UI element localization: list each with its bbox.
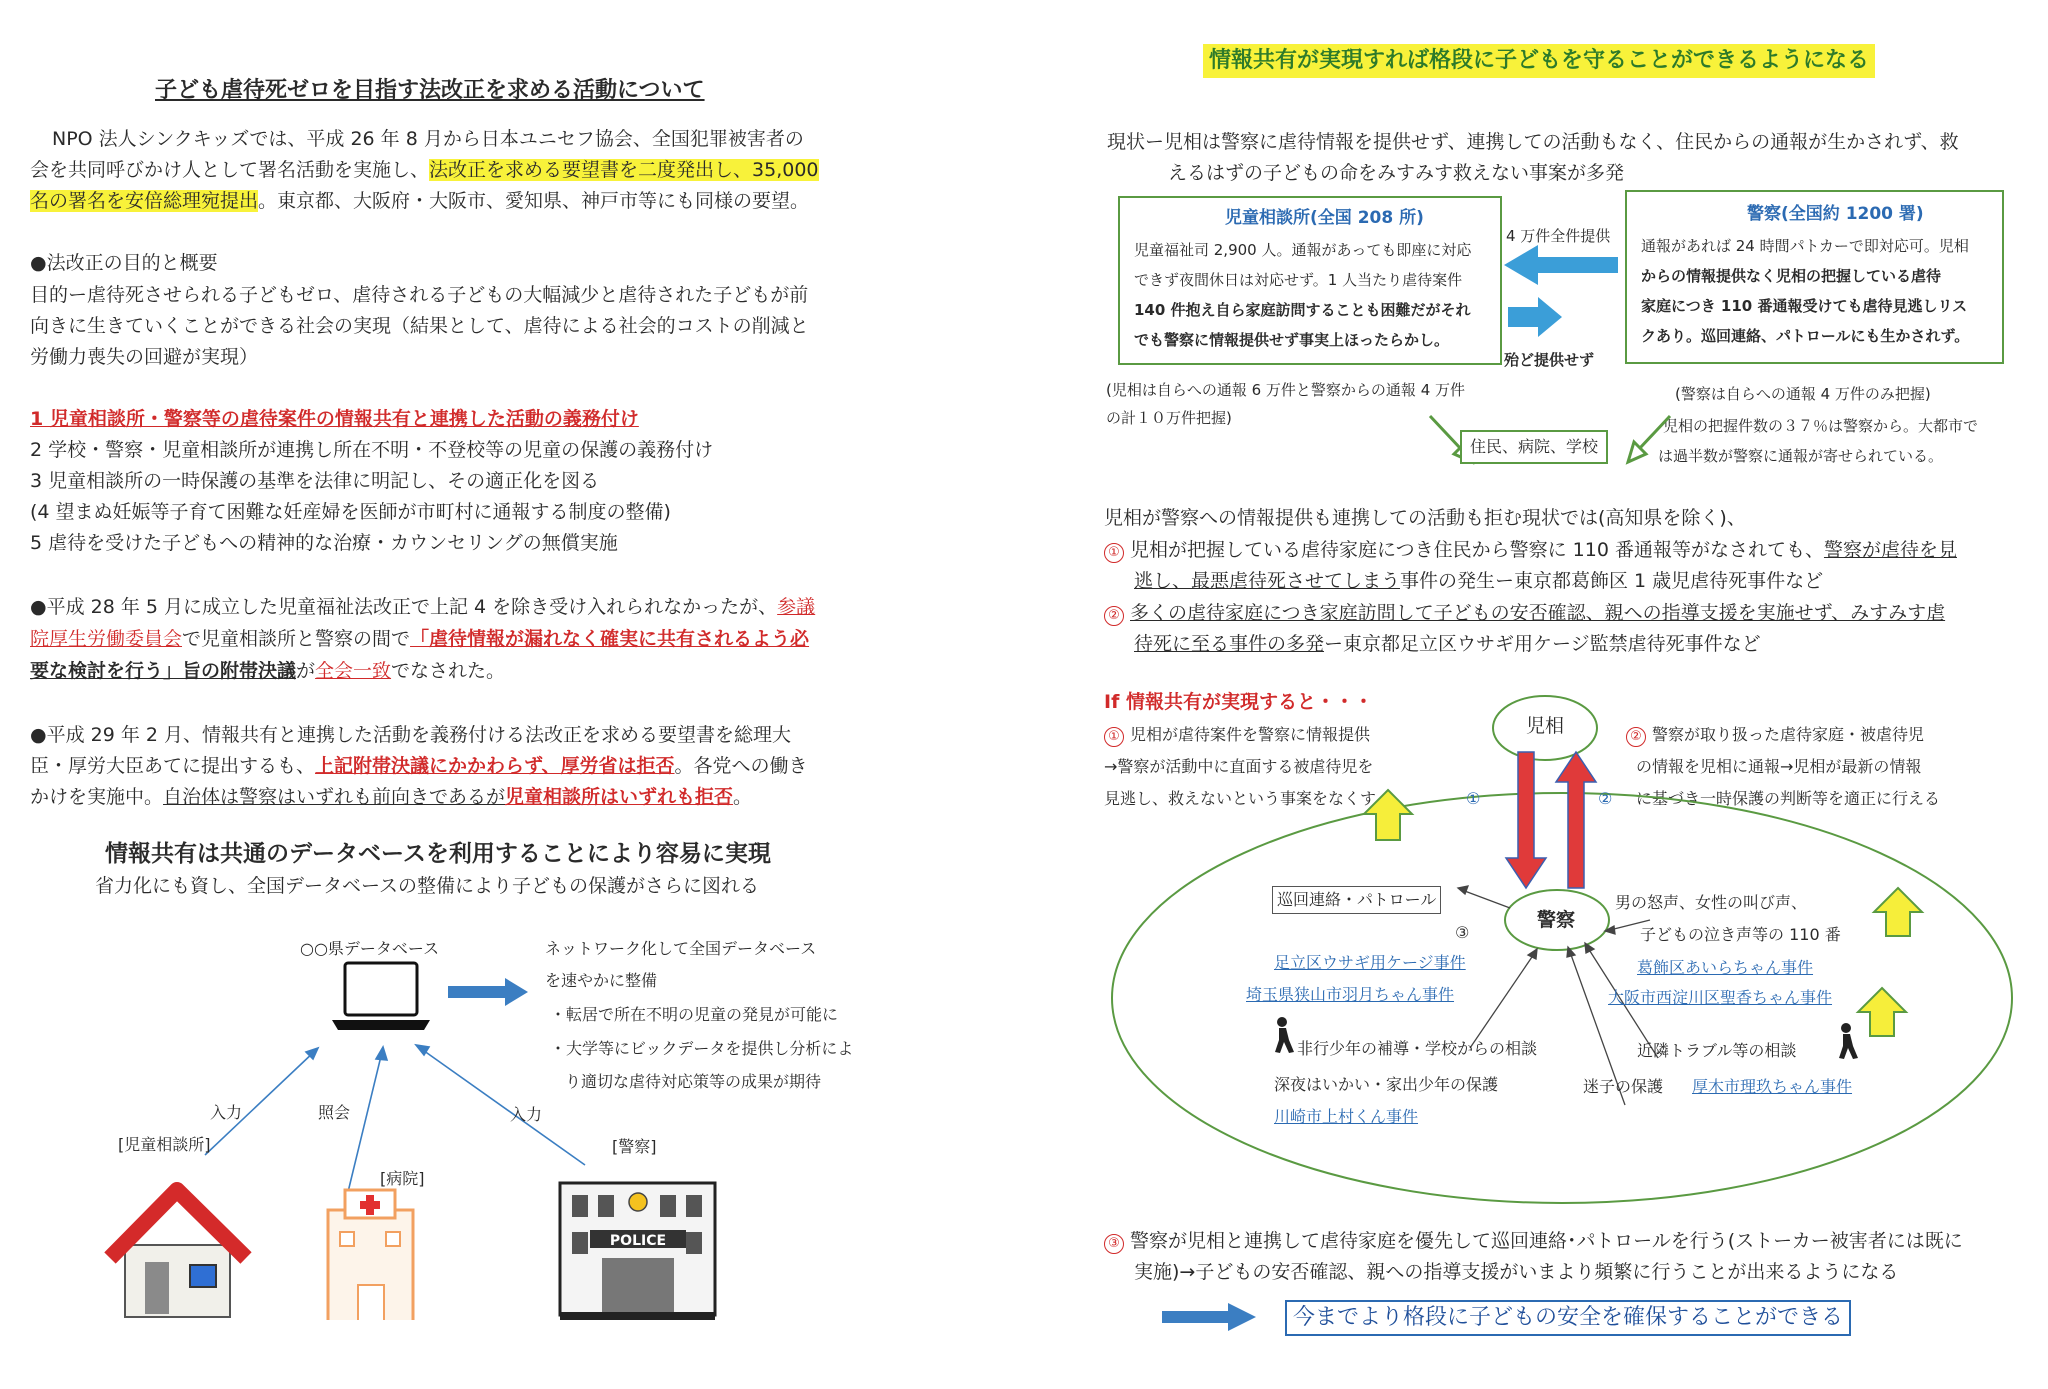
h28-line-1	[30, 592, 815, 623]
police-label: [警察]	[612, 1137, 657, 1156]
neighbor-text: 近隣トラブル等の相談	[1637, 1041, 1797, 1060]
purpose-line-3: 労働力喪失の回避が実現）	[30, 346, 259, 368]
hospital-icon	[328, 1190, 413, 1320]
case-1-emph-2: 逃し、最悪虐待死させてしまう	[1134, 570, 1401, 592]
bottom-line-1	[1104, 1226, 1963, 1257]
h28-red: 参議	[777, 596, 816, 618]
h28-ga: が	[296, 660, 316, 682]
right-arrow-icon	[1508, 297, 1562, 337]
case-2-line-1	[1104, 598, 1945, 629]
intro-line-3b: 。東京都、大阪府・大阪市、愛知県、神戸市等にも同様の要望。	[258, 190, 810, 212]
intro-line-2a: 会を共同呼びかけ人として署名活動を実施し、	[30, 159, 430, 181]
h28-resolution: 「虐待情報が漏れなく確実に共有されるよう必	[410, 628, 810, 650]
h29-text: 臣・厚労大臣あてに提出するも、	[30, 755, 316, 777]
voices-line-2: 子どもの泣き声等の 110 番	[1640, 925, 1841, 944]
jidou-box-line-2: できず夜間休日は対応せず。1 人当たり虐待案件	[1134, 271, 1463, 289]
input-label-2: 入力	[510, 1105, 543, 1124]
h28-line-2	[30, 624, 809, 655]
item-4: (4 望まぬ妊娠等子育て困難な妊産婦を医師が市町村に通報する制度の整備)	[30, 501, 671, 523]
item-2: 2 学校・警察・児童相談所が連携し所在不明・不登校等の児童の保護の義務付け	[30, 439, 714, 461]
network-line-2: を速やかに整備	[545, 971, 658, 990]
network-bullet-2: ・大学等にビックデータを提供し分析によ	[550, 1039, 854, 1058]
db-subtitle: 省力化にも資し、全国データベースの整備により子どもの保護がさらに図れる	[95, 875, 760, 897]
hospital-label: [病院]	[380, 1169, 425, 1188]
h28-line-3	[30, 656, 505, 687]
info-sharing-diagram	[1090, 690, 2030, 1230]
residents-box: 住民、病院、学校	[1460, 430, 1608, 464]
case-1-line-2	[1134, 566, 1823, 597]
house-icon	[110, 1190, 246, 1317]
blue-right-arrow-icon	[1162, 1303, 1256, 1331]
delinquent-text: 非行少年の補導・学校からの相談	[1297, 1039, 1538, 1058]
down-red-arrow-icon	[1506, 752, 1546, 888]
case-1-emph: 警察が虐待を見	[1823, 539, 1957, 561]
refusal-text: 児相が警察への情報提供も連携しての活動も拒む現状では(高知県を除く)、	[1104, 507, 1746, 529]
police-box-line-2: からの情報提供なく児相の把握している虐待	[1641, 267, 1942, 285]
intro-highlight-2: 名の署名を安倍総理宛提出	[30, 190, 259, 212]
network-bullet-1: ・転居で所在不明の児童の発見が可能に	[550, 1005, 839, 1024]
if-1-text: 児相が虐待案件を警察に情報提供	[1130, 725, 1371, 744]
case-sayama: 埼玉県狭山市羽月ちゃん事件	[1246, 985, 1455, 1004]
intro-highlight-1: 法改正を求める要望書を二度発出し、35,000	[429, 159, 819, 181]
yellow-arrow-icon-2	[1874, 888, 1922, 936]
case-1-text-2: 事件の発生ー東京都葛飾区 1 歳児虐待死事件など	[1400, 570, 1824, 592]
if-2-line-2: の情報を児相に通報→児相が最新の情報	[1636, 757, 1922, 776]
h28-text: ●平成 28 年 5 月に成立した児童福祉法改正で上記 4 を除き受け入れられなかったが、	[30, 596, 778, 618]
h29-local: 自治体は警察はいずれも前向きであるが	[163, 786, 506, 808]
network-arrow-icon	[448, 978, 528, 1006]
h28-text-2: で児童相談所と警察の間で	[182, 628, 411, 650]
network-line-1: ネットワーク化して全国データベース	[545, 939, 817, 958]
item-5: 5 虐待を受けた子どもへの精神的な治療・カウンセリングの無償実施	[30, 532, 618, 554]
walking-person-icon-2	[1839, 1023, 1858, 1059]
laptop-icon	[332, 963, 430, 1030]
case-2-line-2	[1134, 629, 1761, 660]
if-2-text: 警察が取り扱った虐待家庭・被虐待児	[1652, 725, 1925, 744]
h29-line-3	[30, 782, 752, 813]
jidou-label: [児童相談所]	[118, 1135, 211, 1154]
if-1-line-3: 見逃し、救えないという事案をなくす	[1104, 789, 1377, 808]
database-diagram	[0, 940, 740, 1320]
walking-person-icon-1	[1275, 1017, 1294, 1053]
intro-line-1: NPO 法人シンクキッズでは、平成 26 年 8 月から日本ユニセフ協会、全国犯罪被害者の	[52, 128, 804, 150]
reference-label: 照会	[318, 1103, 351, 1122]
node-jisou-label: 児相	[1526, 715, 1565, 737]
case-atsugi: 厚木市理玖ちゃん事件	[1692, 1077, 1853, 1096]
diagram-num-1: ①	[1466, 789, 1481, 808]
case-katsushika: 葛飾区あいらちゃん事件	[1637, 958, 1814, 977]
case-2-emph: 多くの虐待家庭につき家庭訪問して子どもの安否確認、親への指導支援を実施せず、みすみす虐	[1130, 602, 1946, 624]
police-box	[1625, 190, 2004, 364]
h28-committee: 院厚生労働委員会	[30, 628, 183, 650]
h29-end: 。	[733, 786, 753, 808]
voices-line-1: 男の怒声、女性の叫び声、	[1615, 893, 1808, 912]
note-left-2: の計１０万件把握)	[1106, 409, 1232, 427]
jidou-box-line-1: 児童福祉司 2,900 人。通報があっても即座に対応	[1134, 241, 1472, 259]
left-title: 子ども虐待死ゼロを目指す法改正を求める活動について	[155, 78, 705, 103]
h28-unanimous: 全会一致	[315, 660, 392, 682]
purpose-heading: ●法改正の目的と概要	[30, 252, 218, 274]
h29-line-2	[30, 751, 808, 782]
if-1-line-2: →警察が活動中に直面する被虐待児を	[1104, 757, 1374, 776]
arrow-label-bottom: 殆ど提供せず	[1504, 351, 1595, 369]
police-station-icon	[560, 1183, 715, 1320]
jidou-box	[1118, 196, 1502, 365]
note-right-2: 児相の把握件数の３７％は警察から。大都市で	[1663, 417, 1979, 435]
current-line-2: えるはずの子どもの命をみすみす救えない事案が多発	[1168, 162, 1625, 184]
h29-jidou-refusal: 児童相談所はいずれも拒否	[505, 786, 734, 808]
db-title: 情報共有は共通のデータベースを利用することにより容易に実現	[105, 841, 771, 867]
case-2-text-2: ー東京都足立区ウサギ用ケージ監禁虐待死事件など	[1324, 633, 1761, 655]
circle-if2-icon: ②	[1626, 727, 1646, 747]
left-arrow-icon	[1504, 245, 1618, 285]
case-2-emph-2: 待死に至る事件の多発	[1134, 633, 1325, 655]
node-police-label: 警察	[1537, 909, 1576, 931]
circle-1-icon: ①	[1104, 543, 1124, 563]
yellow-arrow-icon-1	[1364, 790, 1412, 840]
police-box-line-3: 家庭につき 110 番通報受けても虐待見逃しリス	[1641, 297, 1968, 315]
right-banner: 情報共有が実現すれば格段に子どもを守ることができるようになる	[1203, 44, 1875, 78]
up-right-arrow-icon	[1628, 416, 1670, 462]
bottom-text-1: 警察が児相と連携して虐待家庭を優先して巡回連絡･パトロールを行う(ストーカー被害者には既に	[1130, 1230, 1963, 1252]
police-box-title: 警察(全国約 1200 署)	[1747, 204, 1924, 224]
police-box-line-4: クあり。巡回連絡、パトロールにも生かされず。	[1641, 327, 1970, 345]
patrol-box: 巡回連絡・パトロール	[1272, 886, 1441, 914]
purpose-line-2: 向きに生きていくことができる社会の実現（結果として、虐待による社会的コストの削減と	[30, 315, 809, 337]
circle-if1-icon: ①	[1104, 727, 1124, 747]
item-1: 1 児童相談所・警察等の虐待案件の情報共有と連携した活動の義務付け	[30, 408, 639, 430]
jidou-box-line-4: でも警察に情報提供せず事実上ほったらかし。	[1134, 331, 1450, 349]
case-1-text: 児相が把握している虐待家庭につき住民から警察に 110 番通報等がなされても、	[1130, 539, 1824, 561]
purpose-line-1: 目的ー虐待死させられる子どもゼロ、虐待される子どもの大幅減少と虐待された子どもが前	[30, 284, 809, 306]
if-2-line-3: に基づき一時保護の判断等を適正に行える	[1636, 789, 1941, 808]
case-1-line-1	[1104, 535, 1957, 566]
h28-end: でなされた。	[391, 660, 506, 682]
note-left-1: (児相は自らへの通報 6 万件と警察からの通報 4 万件	[1106, 381, 1466, 399]
conclusion-text: 今までより格段に子どもの安全を確保することができる	[1285, 1300, 1851, 1336]
circle-2-icon: ②	[1104, 606, 1124, 626]
h29-text-2: 。各党への働き	[674, 755, 808, 777]
network-bullet-3: り適切な虐待対応策等の成果が期待	[565, 1072, 822, 1091]
item-3: 3 児童相談所の一時保護の基準を法律に明記し、その適正化を図る	[30, 470, 600, 492]
police-box-line-1: 通報があれば 24 時間パトカーで即対応可。児相	[1641, 237, 1969, 255]
case-osaka: 大阪市西淀川区聖香ちゃん事件	[1608, 988, 1833, 1007]
case-adachi: 足立区ウサギ用ケージ事件	[1274, 953, 1466, 972]
h28-resolution-2: 要な検討を行う」旨の附帯決議	[30, 660, 297, 682]
h29-line-1: ●平成 29 年 2 月、情報共有と連携した活動を義務付ける法改正を求める要望書を総理大	[30, 724, 792, 746]
note-right-1: (警察は自らへの通報 4 万件のみ把握)	[1675, 385, 1931, 403]
circle-3-icon: ③	[1104, 1234, 1124, 1254]
current-line-1: 現状ー児相は警察に虐待情報を提供せず、連携しての活動もなく、住民からの通報が生かされず、救	[1107, 131, 1959, 153]
conclusion-arrow	[1160, 1300, 1260, 1334]
h29-refusal: 上記附帯決議にかかわらず、厚労省は拒否	[315, 755, 675, 777]
lost-child-text: 迷子の保護	[1583, 1077, 1664, 1096]
up-red-arrow-icon	[1556, 752, 1596, 888]
note-right-3: は過半数が警察に通報が寄せられている。	[1658, 447, 1944, 465]
jidou-box-title: 児童相談所(全国 208 所)	[1225, 208, 1424, 228]
case-kawasaki: 川崎市上村くん事件	[1274, 1107, 1419, 1126]
jidou-box-line-3: 140 件抱え自ら家庭訪問することも困難だがそれ	[1134, 301, 1471, 319]
h29-text-3: かけを実施中。	[30, 786, 164, 808]
input-label-1: 入力	[210, 1103, 243, 1122]
yellow-arrow-icon-3	[1858, 988, 1906, 1036]
db-label: ○○県データベース	[300, 939, 440, 958]
provision-arrows	[1500, 245, 1620, 355]
police-sign: POLICE	[609, 1233, 667, 1249]
if-title: If 情報共有が実現すると・・・	[1104, 691, 1373, 713]
diagram-num-2: ②	[1598, 789, 1613, 808]
intro-line-2	[30, 155, 819, 186]
bottom-line-2: 実施)→子どもの安否確認、親への指導支援がいまより頻繁に行うことが出来るようになる	[1134, 1261, 1899, 1283]
night-text: 深夜はいかい・家出少年の保護	[1274, 1075, 1499, 1094]
arrow-label-top: 4 万件全件提供	[1506, 227, 1611, 245]
intro-line-3	[30, 186, 809, 217]
diagram-num-3: ③	[1455, 923, 1470, 942]
